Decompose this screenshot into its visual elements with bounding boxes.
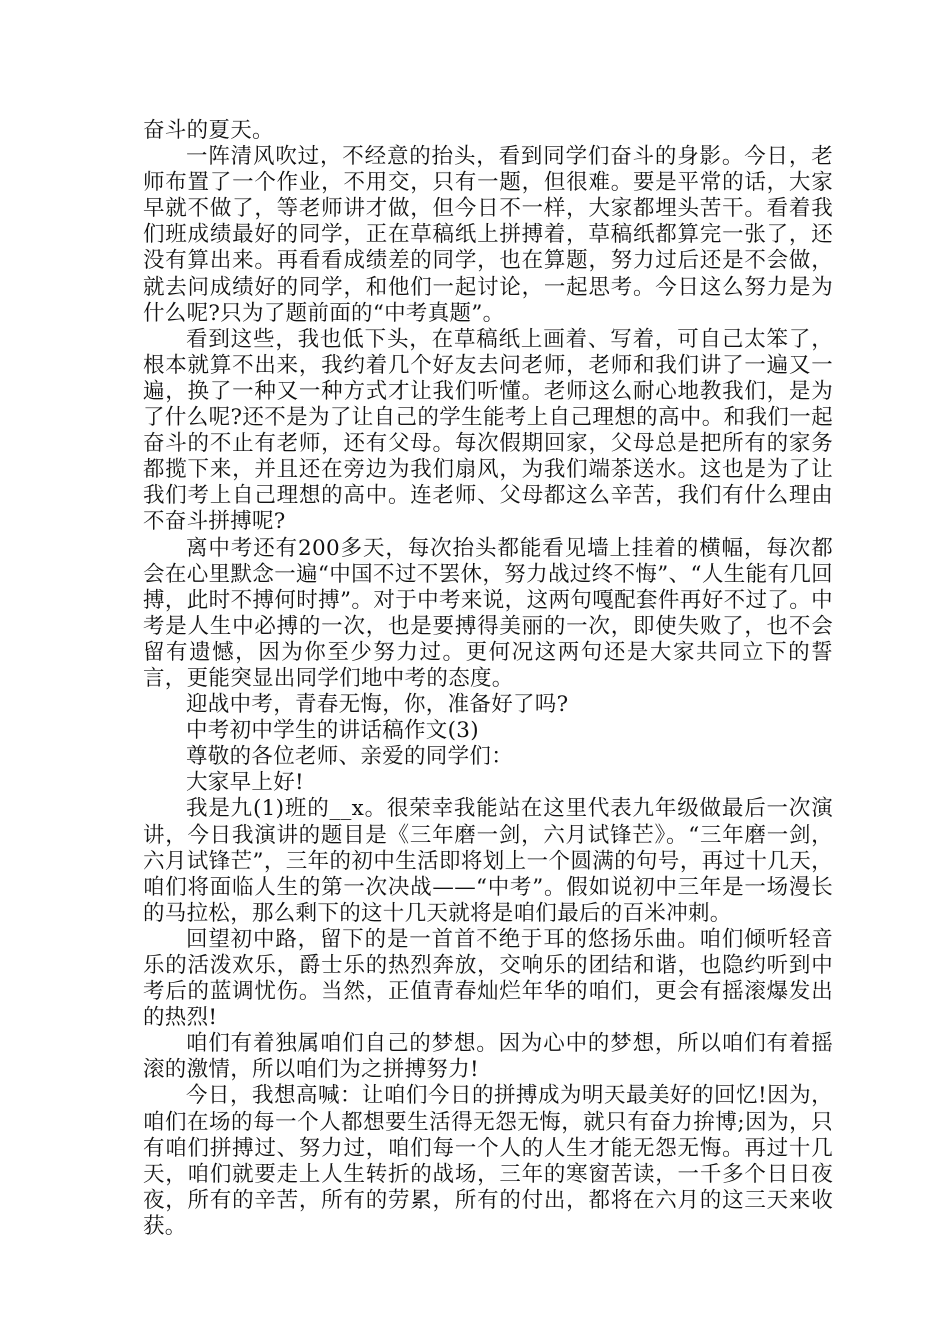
greeting: 大家早上好! (186, 770, 304, 796)
paragraph-ready: 迎战中考，青春无悔，你，准备好了吗? (186, 692, 569, 718)
paragraph-introduction: 我是九(1)班的__x。很荣幸我能站在这里代表九年级做最后一次演讲，今日我演讲的题目是《三年磨一剑，六月试锋芒》。“三年磨一剑，六月试锋芒”，三年的初中生活即将划上一个圆满的句号，再过十几天，咱们将面临人生的第一次决战——“中考”。假如说初中三年是一场漫长的马拉松，那么剩下的这十几天就将是咱们最后的百米冲刺。 (143, 796, 833, 926)
paragraph-teacher: 看到这些，我也低下头，在草稿纸上画着、写着，可自己太笨了，根本就算不出来，我约着几个好友去问老师，老师和我们讲了一遍又一遍，换了一种又一种方式才让我们听懂。老师这么耐心地教我们，是为了什么呢?还不是为了让自己的学生能考上自己理想的高中。和我们一起奋斗的不止有老师，还有父母。每次假期回家，父母总是把所有的家务都揽下来，并且还在旁边为我们扇风，为我们端茶送水。这也是为了让我们考上自己理想的高中。连老师、父母都这么辛苦，我们有什么理由不奋斗拼搏呢? (143, 326, 833, 535)
paragraph-continuation: 奋斗的夏天。 (143, 118, 274, 143)
salutation: 尊敬的各位老师、亲爱的同学们： (186, 744, 514, 770)
paragraph-music: 回望初中路，留下的是一首首不绝于耳的悠扬乐曲。咱们倾听轻音乐的活泼欢乐，爵士乐的热烈奔放，交响乐的团结和谐，也隐约听到中考后的蓝调忧伤。当然，正值青春灿烂年华的咱们，更会有摇滚爆发出的热烈! (143, 926, 833, 1031)
essay-heading: 中考初中学生的讲话稿作文(3) (186, 718, 479, 744)
paragraph-shout: 今日，我想高喊：让咱们今日的拼搏成为明天最美好的回忆!因为，咱们在场的每一个人都想要生活得无怨无悔，就只有奋力拚博;因为，只有咱们拼搏过、努力过，咱们每一个人的人生才能无怨无悔。再过十几天，咱们就要走上人生转折的战场，三年的寒窗苦读，一千多个日日夜夜，所有的辛苦，所有的劳累，所有的付出，都将在六月的这三天来收获。 (143, 1083, 833, 1239)
paragraph-banner: 离中考还有200多天，每次抬头都能看见墙上挂着的横幅，每次都会在心里默念一遍“中国不过不罢休，努力战过终不悔”、“人生能有几回搏，此时不搏何时搏”。对于中考来说，这两句嘎配套件再好不过了。中考是人生中必搏的一次，也是要搏得美丽的一次，即使失败了，也不会留有遗憾，因为你至少努力过。更何况这两句还是大家共同立下的誓言，更能突显出同学们地中考的态度。 (143, 535, 833, 691)
document-body (143, 118, 833, 1240)
paragraph-breeze: 一阵清风吹过，不经意的抬头，看到同学们奋斗的身影。今日，老师布置了一个作业，不用交，只有一题，但很难。要是平常的话，大家早就不做了，等老师讲才做，但今日不一样，大家都埋头苦干。看着我们班成绩最好的同学，正在草稿纸上拼搏着，草稿纸都算完一张了，还没有算出来。再看看成绩差的同学，也在算题，努力过后还是不会做，就去问成绩好的同学，和他们一起讨论，一起思考。今日这么努力是为什么呢?只为了题前面的“中考真题”。 (143, 144, 833, 326)
paragraph-dream: 咱们有着独属咱们自己的梦想。因为心中的梦想，所以咱们有着摇滚的激情，所以咱们为之拼搏努力! (143, 1031, 833, 1083)
